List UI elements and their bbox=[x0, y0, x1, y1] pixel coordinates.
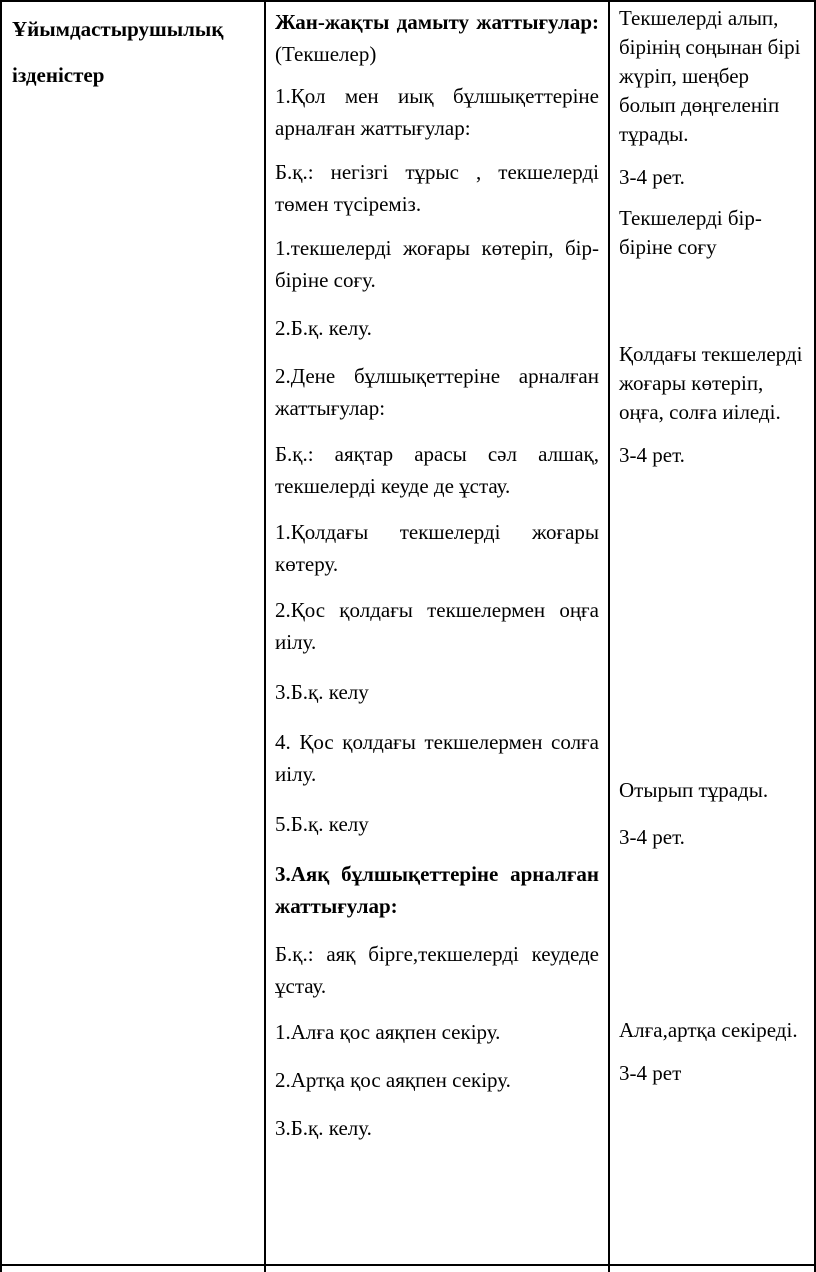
exercise-item: 1.Алға қос аяқпен секіру. bbox=[275, 1020, 501, 1044]
exercise-item: 2.Дене бұлшықеттеріне арналған жаттығулар: bbox=[275, 364, 599, 420]
exercise-item: 5.Б.қ. келу bbox=[275, 812, 369, 836]
exercise-item: 1.Қолдағы текшелерді жоғары көтеру. bbox=[275, 520, 599, 576]
exercises-header-bold: Жан-жақты дамыту жаттығулар: bbox=[275, 10, 599, 34]
organizing-title-line1: Ұйымдастырушылық bbox=[12, 17, 224, 41]
note-text: Отырып тұрады. bbox=[619, 778, 769, 802]
exercise-item: Б.қ.: негізгі тұрыс , текшелерді төмен түсіреміз. bbox=[275, 160, 599, 216]
exercise-item: Б.қ.: аяқ бірге,текшелерді кеудеде ұстау. bbox=[275, 942, 599, 998]
exercise-item: 3.Б.қ. келу bbox=[275, 680, 369, 704]
note-text: Текшелерді бір-біріне соғу bbox=[619, 206, 762, 259]
exercise-item: 2.Артқа қос аяқпен секіру. bbox=[275, 1068, 511, 1092]
organizing-title-line2: ізденістер bbox=[12, 63, 105, 87]
organizing-cell bbox=[2, 0, 264, 98]
table-border-bottom bbox=[0, 1264, 816, 1266]
exercises-header bbox=[275, 6, 599, 70]
exercise-section-title: 3.Аяқ бұлшықеттеріне арналған жаттығулар: bbox=[275, 862, 599, 918]
note-text: Текшелерді алып, бірінің соңынан бірі жүріп, шеңбер болып дөңгеленіп тұрады. bbox=[619, 6, 801, 146]
note-repeat: 3-4 рет. bbox=[619, 443, 685, 467]
note-repeat: 3-4 рет. bbox=[619, 825, 685, 849]
notes-cell bbox=[610, 0, 814, 1088]
exercise-item: 1.текшелерді жоғары көтеріп, бір-біріне соғу. bbox=[275, 236, 599, 292]
exercise-item: 3.Б.қ. келу. bbox=[275, 1116, 372, 1140]
exercise-item: 1.Қол мен иық бұлшықеттеріне арналған жаттығулар: bbox=[275, 84, 599, 140]
exercise-item: 2.Қос қолдағы текшелермен оңға иілу. bbox=[275, 598, 599, 654]
note-repeat: 3-4 рет. bbox=[619, 165, 685, 189]
exercise-item: Б.қ.: аяқтар арасы сәл алшақ, текшелерді кеуде де ұстау. bbox=[275, 442, 599, 498]
note-text: Қолдағы текшелерді жоғары көтеріп, оңға, солға иіледі. bbox=[619, 342, 803, 424]
exercise-item: 4. Қос қолдағы текшелермен солға иілу. bbox=[275, 730, 599, 786]
exercise-item: 2.Б.қ. келу. bbox=[275, 316, 372, 340]
exercises-header-normal: (Текшелер) bbox=[275, 42, 377, 66]
exercises-cell bbox=[266, 0, 608, 1144]
note-text: Алға,артқа секіреді. bbox=[619, 1018, 798, 1042]
table-border-left bbox=[0, 0, 2, 1272]
note-repeat: 3-4 рет bbox=[619, 1061, 682, 1085]
